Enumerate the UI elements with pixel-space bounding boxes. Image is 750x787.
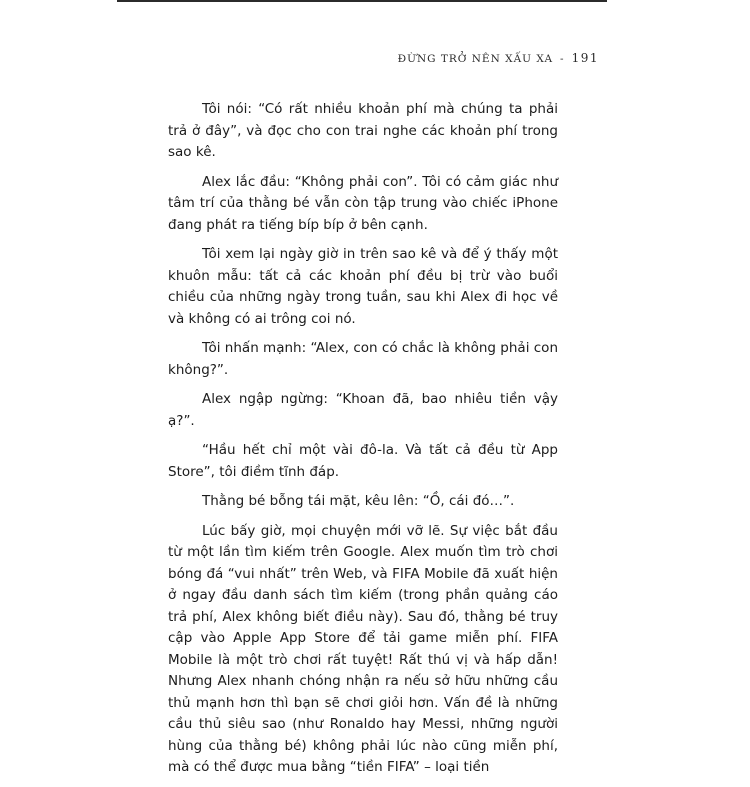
paragraph: Tôi nói: “Có rất nhiều khoản phí mà chúng ta phải trả ở đây”, và đọc cho con trai nghe các khoản phí trong sao kê.: [168, 101, 558, 160]
header-separator: -: [560, 53, 565, 65]
paragraph: Thằng bé bỗng tái mặt, kêu lên: “Ồ, cái đó…”.: [202, 493, 515, 509]
running-header: [398, 51, 599, 65]
paragraph: Alex lắc đầu: “Không phải con”. Tôi có cảm giác như tâm trí của thằng bé vẫn còn tập trung vào chiếc iPhone đang phát ra tiếng bíp bíp ở bên cạnh.: [168, 173, 558, 233]
paragraph: Tôi xem lại ngày giờ in trên sao kê và để ý thấy một khuôn mẫu: tất cả các khoản phí đều bị trừ vào buổi chiều của những ngày trong tuần, sau khi Alex đi học về và không có ai trông coi nó.: [168, 246, 558, 327]
book-page: [117, 0, 607, 775]
paragraph: “Hầu hết chỉ một vài đô-la. Và tất cả đều từ App Store”, tôi điềm tĩnh đáp.: [168, 442, 558, 480]
paragraph: Alex ngập ngừng: “Khoan đã, bao nhiêu tiền vậy ạ?”.: [168, 391, 558, 429]
page-number: 191: [571, 51, 599, 65]
paragraph: Lúc bấy giờ, mọi chuyện mới vỡ lẽ. Sự việc bắt đầu từ một lần tìm kiếm trên Google. Alex muốn tìm trò chơi bóng đá “vui nhất” trên Web, và FIFA Mobile đã xuất hiện ở ngay đầu danh sách tìm kiếm (trong phần quảng cáo trả phí, Alex không biết điều này). Sau đó, thằng bé truy cập vào Apple App Store để tải game miễn phí. FIFA Mobile là một trò chơi rất tuyệt! Rất thú vị và hấp dẫn! Nhưng Alex nhanh chóng nhận ra nếu sở hữu những cầu thủ mạnh hơn thì bạn sẽ chơi giỏi hơn. Vấn đề là những cầu thủ siêu sao (như Ronaldo hay Messi, những người hùng của thằng bé) không phải lúc nào cũng miễn phí, mà có thể được mua bằng “tiền FIFA” – loại tiền: [168, 522, 558, 775]
chapter-title: ĐỪNG TRỞ NÊN XẤU XA: [397, 53, 554, 65]
top-border-rule: [117, 0, 607, 2]
body-text: [168, 99, 558, 787]
paragraph: Tôi nhấn mạnh: “Alex, con có chắc là không phải con không?”.: [168, 340, 558, 378]
